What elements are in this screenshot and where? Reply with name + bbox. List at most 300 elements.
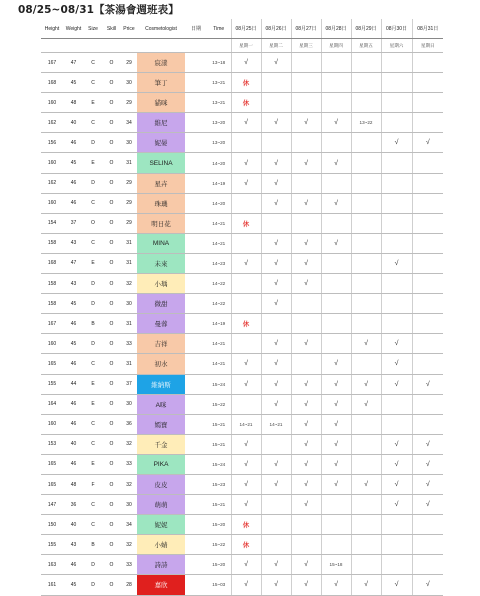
skill-cell: O	[102, 454, 121, 474]
height-cell: 160	[41, 153, 63, 173]
date-spacer	[185, 474, 207, 494]
day-cell	[351, 53, 381, 73]
day-cell	[291, 93, 321, 113]
weekday-spacer	[102, 39, 121, 53]
time-cell: 14~20	[207, 193, 231, 213]
day-cell: √	[261, 474, 291, 494]
day-cell	[231, 274, 261, 294]
table-row	[41, 535, 443, 555]
time-cell: 14~21	[207, 354, 231, 374]
skill-cell: O	[102, 474, 121, 494]
weight-cell: 45	[63, 153, 84, 173]
weight-cell: 47	[63, 253, 84, 273]
skill-cell: O	[102, 274, 121, 294]
day-cell: 休	[231, 314, 261, 334]
height-cell: 155	[41, 374, 63, 394]
column-header: 08月26日	[261, 19, 291, 39]
day-cell	[291, 133, 321, 153]
table-row	[41, 414, 443, 434]
day-cell: √	[261, 193, 291, 213]
day-cell	[381, 394, 412, 414]
table-row	[41, 93, 443, 113]
price-cell: 36	[121, 414, 137, 434]
time-cell: 14~19	[207, 173, 231, 193]
size-cell: B	[84, 314, 102, 334]
cosmetologist-name: 珠璣	[137, 193, 185, 213]
weight-cell: 43	[63, 535, 84, 555]
day-cell	[412, 93, 443, 113]
date-spacer	[185, 515, 207, 535]
day-cell	[412, 414, 443, 434]
weight-cell: 45	[63, 334, 84, 354]
day-cell	[351, 434, 381, 454]
day-cell: √	[321, 434, 351, 454]
date-spacer	[185, 73, 207, 93]
table-row	[41, 274, 443, 294]
time-cell: 15~03	[207, 575, 231, 595]
weight-cell: 46	[63, 394, 84, 414]
day-cell	[321, 314, 351, 334]
day-cell: √	[291, 454, 321, 474]
date-spacer	[185, 454, 207, 474]
day-cell	[261, 133, 291, 153]
day-cell	[412, 73, 443, 93]
day-cell	[412, 334, 443, 354]
day-cell: √	[261, 294, 291, 314]
date-spacer	[185, 374, 207, 394]
date-spacer	[185, 153, 207, 173]
price-cell: 31	[121, 314, 137, 334]
day-cell	[291, 53, 321, 73]
day-cell	[351, 93, 381, 113]
skill-cell: O	[102, 394, 121, 414]
day-cell	[231, 233, 261, 253]
price-cell: 30	[121, 73, 137, 93]
day-cell	[381, 193, 412, 213]
cosmetologist-name: PIKA	[137, 454, 185, 474]
size-cell: E	[84, 454, 102, 474]
day-cell: 15~18	[321, 555, 351, 575]
height-cell: 168	[41, 253, 63, 273]
column-header: Price	[121, 19, 137, 39]
size-cell: D	[84, 274, 102, 294]
skill-cell: O	[102, 535, 121, 555]
day-cell	[261, 434, 291, 454]
table-row	[41, 193, 443, 213]
day-cell: √	[321, 153, 351, 173]
cosmetologist-name: 貓咪	[137, 93, 185, 113]
day-cell: √	[291, 555, 321, 575]
day-cell: √	[381, 575, 412, 595]
price-cell: 33	[121, 334, 137, 354]
skill-cell: O	[102, 233, 121, 253]
weight-cell: 46	[63, 173, 84, 193]
height-cell: 158	[41, 294, 63, 314]
skill-cell: O	[102, 213, 121, 233]
cosmetologist-name: 小蜻	[137, 535, 185, 555]
height-cell: 154	[41, 213, 63, 233]
day-cell: √	[412, 434, 443, 454]
table-row	[41, 253, 443, 273]
day-cell	[261, 495, 291, 515]
time-cell: 13~18	[207, 53, 231, 73]
size-cell: C	[84, 193, 102, 213]
day-cell: 休	[231, 515, 261, 535]
date-spacer	[185, 233, 207, 253]
column-header: Height	[41, 19, 63, 39]
weight-cell: 46	[63, 414, 84, 434]
day-cell	[381, 314, 412, 334]
time-cell: 15~24	[207, 374, 231, 394]
day-cell	[351, 153, 381, 173]
day-cell: √	[261, 233, 291, 253]
weekday-spacer	[137, 39, 185, 53]
day-cell: 休	[231, 535, 261, 555]
day-cell: √	[261, 354, 291, 374]
cosmetologist-name: 嫣寶	[137, 414, 185, 434]
day-cell: √	[291, 474, 321, 494]
day-cell: 13~22	[351, 113, 381, 133]
date-spacer	[185, 495, 207, 515]
date-spacer	[185, 173, 207, 193]
day-cell	[321, 173, 351, 193]
skill-cell: O	[102, 575, 121, 595]
weekday-label: 星期三	[291, 39, 321, 53]
time-cell: 15~23	[207, 474, 231, 494]
weekday-label: 星期四	[321, 39, 351, 53]
day-cell	[321, 495, 351, 515]
day-cell	[291, 535, 321, 555]
day-cell: √	[381, 434, 412, 454]
day-cell	[381, 535, 412, 555]
price-cell: 29	[121, 173, 137, 193]
date-spacer	[185, 535, 207, 555]
day-cell	[261, 73, 291, 93]
cosmetologist-name: 未來	[137, 253, 185, 273]
time-cell: 14~21	[207, 233, 231, 253]
day-cell: √	[231, 474, 261, 494]
day-cell: √	[412, 474, 443, 494]
date-spacer	[185, 274, 207, 294]
weekday-spacer	[41, 39, 63, 53]
weight-cell: 46	[63, 133, 84, 153]
day-cell	[351, 555, 381, 575]
skill-cell: O	[102, 555, 121, 575]
day-cell	[321, 133, 351, 153]
day-cell: √	[381, 354, 412, 374]
time-cell: 15~22	[207, 394, 231, 414]
skill-cell: O	[102, 133, 121, 153]
day-cell: √	[231, 555, 261, 575]
skill-cell: O	[102, 414, 121, 434]
time-cell: 15~20	[207, 515, 231, 535]
day-cell: 休	[231, 73, 261, 93]
day-cell: √	[261, 253, 291, 273]
day-cell	[412, 233, 443, 253]
header-row	[41, 19, 443, 39]
skill-cell: O	[102, 294, 121, 314]
weight-cell: 46	[63, 454, 84, 474]
day-cell: √	[291, 113, 321, 133]
column-header: Size	[84, 19, 102, 39]
day-cell: √	[261, 153, 291, 173]
day-cell	[412, 555, 443, 575]
size-cell: C	[84, 515, 102, 535]
weight-cell: 46	[63, 193, 84, 213]
table-row	[41, 53, 443, 73]
cosmetologist-name: 宸漾	[137, 53, 185, 73]
day-cell	[412, 274, 443, 294]
day-cell: √	[351, 474, 381, 494]
column-header: 08月25日	[231, 19, 261, 39]
cosmetologist-name: 星卉	[137, 173, 185, 193]
day-cell	[231, 133, 261, 153]
date-spacer	[185, 334, 207, 354]
day-cell	[321, 53, 351, 73]
day-cell: √	[231, 374, 261, 394]
day-cell	[412, 173, 443, 193]
day-cell: √	[291, 193, 321, 213]
day-cell: 14~21	[231, 414, 261, 434]
cosmetologist-name: 微甜	[137, 294, 185, 314]
cosmetologist-name: A咪	[137, 394, 185, 414]
size-cell: C	[84, 113, 102, 133]
day-cell	[412, 314, 443, 334]
day-cell	[351, 495, 381, 515]
weight-cell: 47	[63, 53, 84, 73]
price-cell: 34	[121, 113, 137, 133]
day-cell: √	[381, 495, 412, 515]
skill-cell: O	[102, 173, 121, 193]
weekday-row	[41, 39, 443, 53]
day-cell: √	[412, 374, 443, 394]
day-cell	[351, 454, 381, 474]
day-cell	[231, 334, 261, 354]
weight-cell: 43	[63, 274, 84, 294]
day-cell	[381, 153, 412, 173]
day-cell: √	[291, 253, 321, 273]
day-cell: √	[381, 133, 412, 153]
day-cell	[351, 535, 381, 555]
day-cell	[351, 73, 381, 93]
date-spacer	[185, 253, 207, 273]
weight-cell: 45	[63, 575, 84, 595]
day-cell	[412, 153, 443, 173]
date-spacer	[185, 213, 207, 233]
weekday-label: 星期二	[261, 39, 291, 53]
day-cell: √	[291, 434, 321, 454]
day-cell: √	[351, 575, 381, 595]
day-cell: √	[261, 454, 291, 474]
height-cell: 158	[41, 274, 63, 294]
weight-cell: 44	[63, 374, 84, 394]
day-cell: √	[321, 575, 351, 595]
weight-cell: 45	[63, 73, 84, 93]
day-cell	[381, 414, 412, 434]
skill-cell: O	[102, 334, 121, 354]
height-cell: 165	[41, 454, 63, 474]
cosmetologist-name: 吉祥	[137, 334, 185, 354]
table-row	[41, 133, 443, 153]
weekday-spacer	[207, 39, 231, 53]
date-spacer	[185, 414, 207, 434]
column-header: Cosmetologist	[137, 19, 185, 39]
cosmetologist-name: 千金	[137, 434, 185, 454]
day-cell	[381, 93, 412, 113]
day-cell	[261, 515, 291, 535]
day-cell: √	[231, 434, 261, 454]
day-cell: 休	[231, 93, 261, 113]
day-cell: √	[351, 374, 381, 394]
height-cell: 165	[41, 474, 63, 494]
table-row	[41, 454, 443, 474]
date-spacer	[185, 555, 207, 575]
day-cell: √	[261, 53, 291, 73]
skill-cell: O	[102, 314, 121, 334]
skill-cell: O	[102, 93, 121, 113]
weekday-label: 星期一	[231, 39, 261, 53]
size-cell: C	[84, 73, 102, 93]
day-cell	[412, 394, 443, 414]
size-cell: D	[84, 294, 102, 314]
size-cell: F	[84, 474, 102, 494]
date-spacer	[185, 294, 207, 314]
size-cell: E	[84, 374, 102, 394]
day-cell	[412, 113, 443, 133]
cosmetologist-name: 妮晏	[137, 133, 185, 153]
day-cell: √	[321, 193, 351, 213]
day-cell	[231, 394, 261, 414]
day-cell	[351, 173, 381, 193]
price-cell: 30	[121, 294, 137, 314]
day-cell: √	[412, 495, 443, 515]
skill-cell: O	[102, 434, 121, 454]
day-cell: √	[381, 474, 412, 494]
day-cell	[412, 294, 443, 314]
day-cell: √	[291, 334, 321, 354]
day-cell	[321, 93, 351, 113]
table-row	[41, 113, 443, 133]
title-row	[41, 0, 443, 19]
cosmetologist-name: 小瑀	[137, 274, 185, 294]
day-cell	[412, 535, 443, 555]
price-cell: 29	[121, 193, 137, 213]
weight-cell: 43	[63, 233, 84, 253]
cosmetologist-name: 筆丁	[137, 73, 185, 93]
table-row	[41, 153, 443, 173]
day-cell	[351, 294, 381, 314]
size-cell: B	[84, 535, 102, 555]
weekday-spacer	[185, 39, 207, 53]
price-cell: 31	[121, 253, 137, 273]
weekday-spacer	[63, 39, 84, 53]
day-cell	[412, 193, 443, 213]
cosmetologist-name: MINA	[137, 233, 185, 253]
day-cell	[351, 274, 381, 294]
day-cell: √	[261, 274, 291, 294]
day-cell: √	[321, 233, 351, 253]
weekday-label: 星期五	[351, 39, 381, 53]
height-cell: 158	[41, 233, 63, 253]
weight-cell: 40	[63, 113, 84, 133]
date-spacer	[185, 354, 207, 374]
table-row	[41, 334, 443, 354]
day-cell: √	[291, 274, 321, 294]
date-spacer	[185, 93, 207, 113]
cosmetologist-name: 詩詩	[137, 555, 185, 575]
day-cell	[231, 193, 261, 213]
day-cell: √	[381, 334, 412, 354]
day-cell: √	[231, 253, 261, 273]
time-cell: 14~22	[207, 294, 231, 314]
date-spacer	[185, 575, 207, 595]
size-cell: E	[84, 253, 102, 273]
cosmetologist-name: 萌萌	[137, 495, 185, 515]
day-cell	[412, 53, 443, 73]
time-cell: 15~21	[207, 495, 231, 515]
day-cell	[351, 233, 381, 253]
price-cell: 37	[121, 374, 137, 394]
height-cell: 162	[41, 113, 63, 133]
size-cell: C	[84, 233, 102, 253]
day-cell	[351, 515, 381, 535]
time-cell: 15~20	[207, 555, 231, 575]
day-cell: √	[291, 374, 321, 394]
time-cell: 15~21	[207, 414, 231, 434]
day-cell	[321, 274, 351, 294]
table-row	[41, 173, 443, 193]
day-cell	[321, 535, 351, 555]
height-cell: 168	[41, 73, 63, 93]
weight-cell: 37	[63, 213, 84, 233]
weight-cell: 45	[63, 294, 84, 314]
day-cell	[381, 233, 412, 253]
day-cell	[321, 515, 351, 535]
skill-cell: O	[102, 53, 121, 73]
skill-cell: O	[102, 515, 121, 535]
day-cell: √	[321, 394, 351, 414]
day-cell: √	[231, 53, 261, 73]
height-cell: 165	[41, 354, 63, 374]
table-row	[41, 474, 443, 494]
skill-cell: O	[102, 495, 121, 515]
day-cell: √	[261, 173, 291, 193]
day-cell	[351, 314, 381, 334]
cosmetologist-name: 明日花	[137, 213, 185, 233]
height-cell: 153	[41, 434, 63, 454]
day-cell: √	[321, 113, 351, 133]
weight-cell: 46	[63, 354, 84, 374]
schedule-title: 08/25~08/31【茶湯會週班表】	[18, 4, 179, 16]
cosmetologist-name: SELINA	[137, 153, 185, 173]
day-cell	[412, 515, 443, 535]
time-cell: 13~21	[207, 93, 231, 113]
time-cell: 13~21	[207, 73, 231, 93]
day-cell	[291, 73, 321, 93]
price-cell: 29	[121, 93, 137, 113]
height-cell: 160	[41, 193, 63, 213]
day-cell	[231, 294, 261, 314]
day-cell	[321, 213, 351, 233]
day-cell: √	[231, 354, 261, 374]
date-spacer	[185, 133, 207, 153]
skill-cell: O	[102, 113, 121, 133]
day-cell: √	[231, 173, 261, 193]
date-spacer	[185, 53, 207, 73]
size-cell: E	[84, 394, 102, 414]
cosmetologist-name: 嘉欣	[137, 575, 185, 595]
day-cell	[261, 93, 291, 113]
